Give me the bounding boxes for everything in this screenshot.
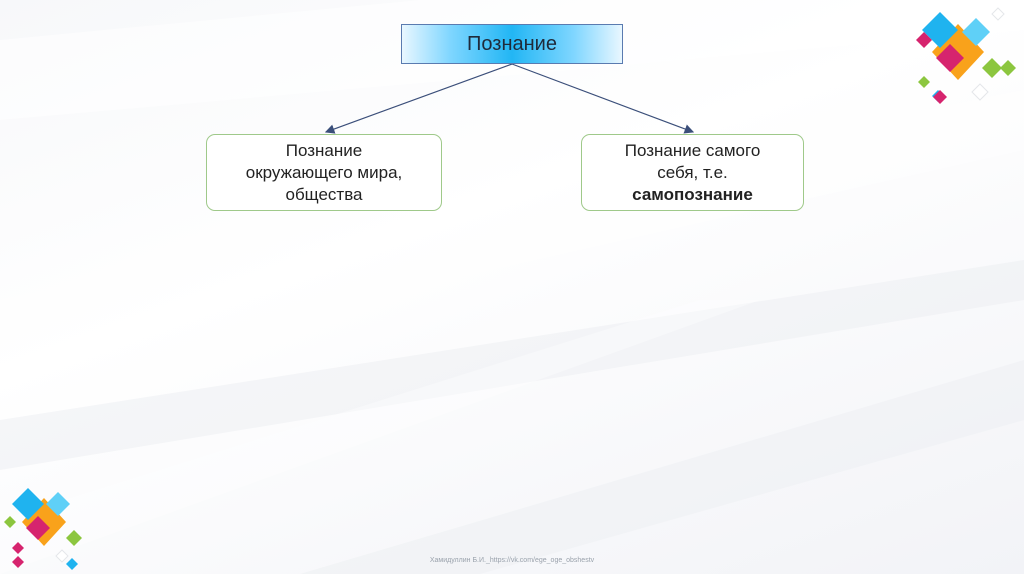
- child-node-self-line-1: Познание самого: [624, 140, 761, 160]
- root-node-label: Познание: [467, 32, 557, 55]
- child-node-self: [581, 134, 804, 211]
- child-node-world-line-3: общества: [285, 184, 363, 204]
- footer-credit: Хамидуллин Б.И._https://vk.com/ege_oge_obshestv: [429, 557, 595, 564]
- child-node-world-line-2: окружающего мира,: [245, 162, 403, 182]
- child-node-world-line-1: Познание: [285, 140, 363, 160]
- child-node-self-line-2: себя, т.е.: [657, 162, 728, 182]
- root-node: [401, 24, 623, 64]
- child-node-world: [206, 134, 442, 211]
- child-node-self-line-3: самопознание: [632, 184, 753, 204]
